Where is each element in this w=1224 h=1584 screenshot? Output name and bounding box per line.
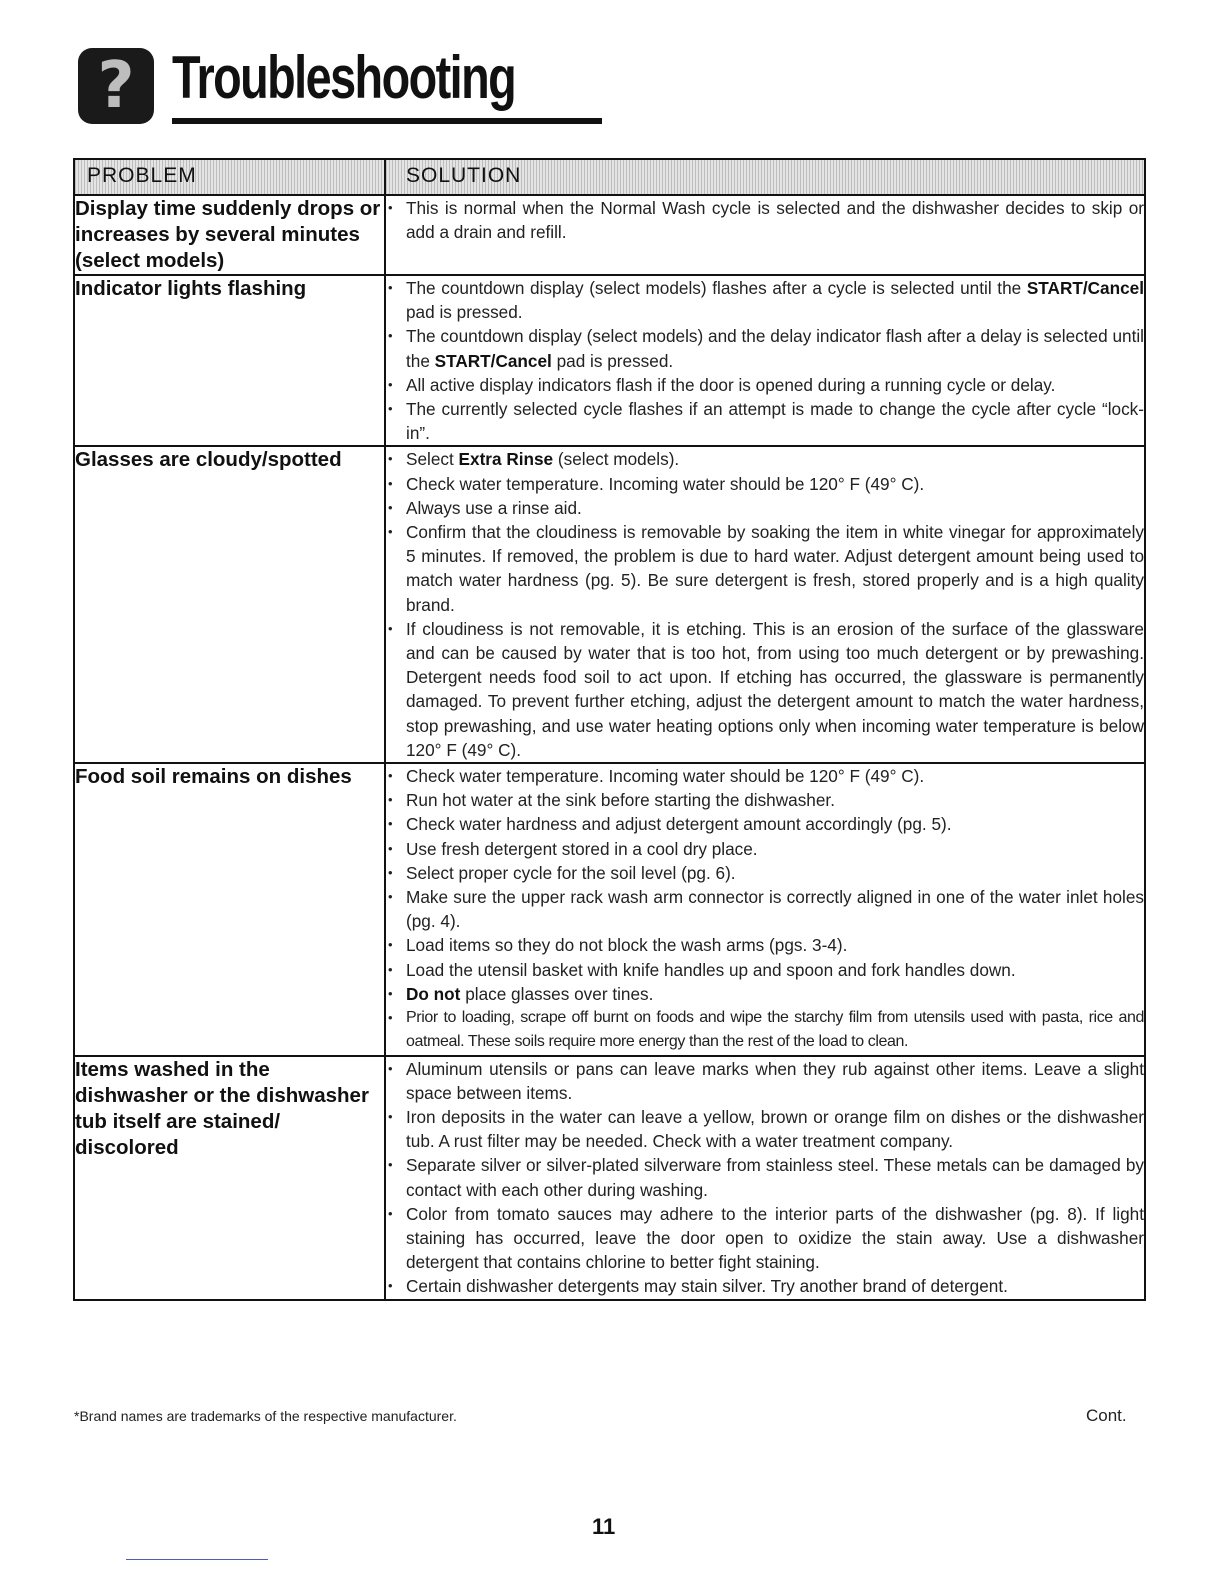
- solution-text: Check water temperature. Incoming water should be 120° F (49° C).: [406, 766, 925, 787]
- solution-text: Check water hardness and adjust detergent amount accordingly (pg. 5).: [406, 814, 952, 835]
- solution-item: [386, 472, 1144, 496]
- solution-list: [386, 1057, 1144, 1299]
- solution-item: [386, 1006, 1144, 1054]
- solution-cell: [385, 1056, 1145, 1300]
- solution-text: The countdown display (select models) flashes after a cycle is selected until the: [406, 278, 1027, 298]
- problem-column-header: PROBLEM: [74, 159, 385, 195]
- solution-text: (select models).: [553, 449, 680, 470]
- solution-list: [386, 196, 1144, 244]
- solution-item: [386, 397, 1144, 445]
- solution-text: Use fresh detergent stored in a cool dry place.: [406, 838, 758, 859]
- solution-text: Separate silver or silver-plated silverware from stainless steel. These metals can be damaged by contact with each other during washing.: [406, 1155, 1144, 1200]
- troubleshooting-table: [73, 158, 1146, 1301]
- table-row: [74, 763, 1145, 1055]
- table-row: [74, 446, 1145, 763]
- solution-emphasis: START/Cancel: [434, 350, 552, 371]
- solution-text: place glasses over tines.: [460, 983, 654, 1004]
- page-number: 11: [592, 1514, 616, 1539]
- solution-emphasis: Do not: [406, 983, 461, 1004]
- table-row: [74, 275, 1145, 446]
- solution-item: [386, 812, 1144, 836]
- table-row: [74, 1056, 1145, 1300]
- solution-text: Color from tomato sauces may adhere to the interior parts of the dishwasher (pg. 8). If light staining has occurred, leave the door open to oxidize the stain away. Use a dishwasher detergent that contains chlorine to better fight staining.: [406, 1203, 1144, 1273]
- solution-item: [386, 837, 1144, 861]
- solution-cell: [385, 275, 1145, 446]
- solution-column-header: SOLUTION: [385, 159, 1145, 195]
- solution-item: [386, 788, 1144, 812]
- solution-list: [386, 276, 1144, 445]
- problem-cell: Display time suddenly drops or increases by several minutes (select models): [74, 195, 385, 275]
- problem-cell: Indicator lights flashing: [74, 275, 385, 446]
- solution-item: [386, 933, 1144, 957]
- continued-label: Cont.: [1086, 1406, 1127, 1425]
- solution-item: [386, 276, 1144, 324]
- solution-text: Check water temperature. Incoming water should be 120° F (49° C).: [406, 473, 925, 494]
- solution-text: Always use a rinse aid.: [406, 497, 582, 518]
- solution-item: [386, 958, 1144, 982]
- solution-text: The countdown display (select models) and the delay indicator flash after a delay is selected until the: [406, 326, 1144, 371]
- page-header: [78, 40, 538, 130]
- solution-cell: [385, 446, 1145, 763]
- solution-list: [386, 764, 1144, 1054]
- solution-text: Confirm that the cloudiness is removable by soaking the item in white vinegar for approximately 5 minutes. If removed, the problem is due to hard water. Adjust detergent amount being used to match water hardness (pg. 5). Be sure detergent is fresh, stored properly and is a high quality brand.: [406, 522, 1144, 615]
- solution-item: [386, 982, 1144, 1006]
- solution-item: [386, 496, 1144, 520]
- solution-item: [386, 1153, 1144, 1201]
- table-header-row: [74, 159, 1145, 195]
- problem-cell: Food soil remains on dishes: [74, 763, 385, 1055]
- solution-text: Aluminum utensils or pans can leave marks when they rub against other items. Leave a slight space between items.: [406, 1058, 1144, 1103]
- solution-item: [386, 520, 1144, 617]
- table-row: [74, 195, 1145, 275]
- solution-text: Load items so they do not block the wash arms (pgs. 3-4).: [406, 935, 848, 956]
- solution-item: [386, 885, 1144, 933]
- problem-cell: Glasses are cloudy/spotted: [74, 446, 385, 763]
- solution-text: All active display indicators flash if the door is opened during a running cycle or delay.: [406, 374, 1056, 395]
- solution-text: This is normal when the Normal Wash cycle is selected and the dishwasher decides to skip or add a drain and refill.: [406, 198, 1144, 243]
- solution-item: [386, 1274, 1144, 1298]
- solution-text: Prior to loading, scrape off burnt on foods and wipe the starchy film from utensils used with pasta, rice and oatmeal. These soils require more energy than the rest of the load to clean.: [406, 1009, 1144, 1051]
- solution-item: [386, 447, 1144, 471]
- page-title: Troubleshooting: [172, 44, 516, 111]
- solution-item: [386, 1105, 1144, 1153]
- solution-text: Load the utensil basket with knife handles up and spoon and fork handles down.: [406, 959, 1016, 980]
- solution-text: pad is pressed.: [551, 350, 674, 371]
- solution-text: Select: [406, 449, 459, 470]
- solution-list: [386, 447, 1144, 762]
- solution-item: [386, 196, 1144, 244]
- solution-item: [386, 617, 1144, 762]
- solution-emphasis: START/Cancel: [1026, 278, 1144, 298]
- solution-text: Run hot water at the sink before starting the dishwasher.: [406, 790, 835, 811]
- bottom-rule: [126, 1559, 268, 1560]
- solution-cell: [385, 195, 1145, 275]
- solution-text: Select proper cycle for the soil level (pg. 6).: [406, 862, 736, 883]
- solution-text: Certain dishwasher detergents may stain silver. Try another brand of detergent.: [406, 1276, 1008, 1297]
- footnote: *Brand names are trademarks of the respective manufacturer.: [74, 1408, 457, 1424]
- solution-item: [386, 373, 1144, 397]
- solution-item: [386, 1057, 1144, 1105]
- solution-cell: [385, 763, 1145, 1055]
- problem-cell: Items washed in the dishwasher or the dishwasher tub itself are stained/ discolored: [74, 1056, 385, 1300]
- question-mark-icon: ?: [78, 48, 154, 124]
- solution-item: [386, 1202, 1144, 1275]
- solution-emphasis: Extra Rinse: [458, 449, 554, 470]
- solution-text: The currently selected cycle flashes if an attempt is made to change the cycle after cycle “lock-in”.: [406, 399, 1144, 444]
- solution-text: pad is pressed.: [406, 302, 523, 323]
- solution-text: If cloudiness is not removable, it is etching. This is an erosion of the surface of the glassware and can be caused by water that is too hot, from using too much detergent or by prewashing. Detergent needs food soil to act upon. If etching has occurred, the glassware is permanently damaged. To prevent further etching, adjust the detergent amount to match the water hardness, stop prewashing, and use water heating options only when incoming water temperature is below 120° F (49° C).: [406, 618, 1144, 760]
- title-underline: [172, 118, 602, 124]
- solution-item: [386, 861, 1144, 885]
- solution-item: [386, 324, 1144, 372]
- solution-text: Iron deposits in the water can leave a yellow, brown or orange film on dishes or the dishwasher tub. A rust filter may be needed. Check with a water treatment company.: [406, 1106, 1144, 1152]
- solution-item: [386, 764, 1144, 788]
- solution-text: Make sure the upper rack wash arm connector is correctly aligned in one of the water inlet holes (pg. 4).: [406, 887, 1144, 932]
